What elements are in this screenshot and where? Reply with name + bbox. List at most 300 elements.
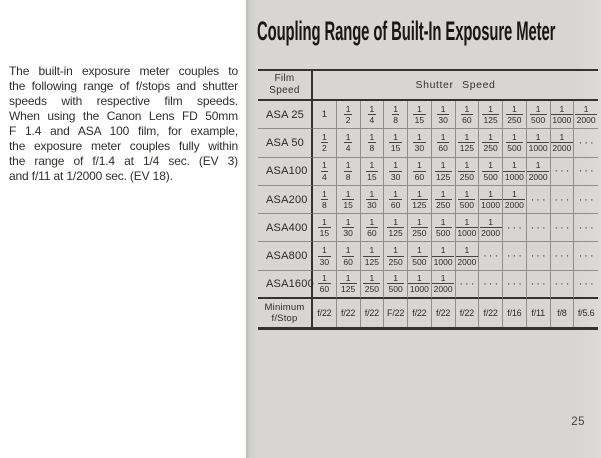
fraction-denominator: 500 (412, 256, 427, 267)
shutter-speed-header: Shutter Speed (313, 71, 598, 101)
film-speed-value: 25 (291, 108, 304, 121)
fraction-numerator: 1 (535, 160, 541, 171)
shutter-speed-cell (479, 158, 503, 186)
fraction-denominator: 60 (390, 200, 401, 211)
fraction-numerator: 1 (369, 160, 375, 171)
fraction-denominator: 125 (436, 171, 451, 182)
fraction-denominator: 8 (369, 143, 375, 154)
shutter-speed-fraction (482, 161, 499, 181)
fraction-numerator: 1 (369, 131, 375, 142)
fraction-denominator: 500 (483, 171, 498, 182)
shutter-speed-fraction (368, 133, 376, 153)
shutter-speed-cell (384, 214, 408, 242)
fraction-denominator: 2000 (576, 115, 596, 126)
fraction-numerator: 1 (488, 188, 493, 199)
shutter-speed-fraction (389, 161, 401, 181)
shutter-speed-fraction (366, 190, 378, 210)
shutter-speed-fraction (458, 133, 475, 153)
fraction-denominator: 30 (319, 256, 330, 267)
shutter-speed-fraction (387, 274, 404, 294)
shutter-speed-cell (361, 129, 385, 157)
fraction-denominator: 2000 (433, 284, 453, 295)
fraction-numerator: 1 (464, 245, 470, 256)
shutter-speed-cell (313, 242, 337, 270)
shutter-speed-fraction (527, 161, 549, 181)
shutter-speed-cell: ··· (527, 186, 551, 214)
shutter-speed-cell (337, 242, 361, 270)
min-fstop-cell: f/22 (432, 299, 456, 327)
shutter-speed-cell: ··· (551, 271, 575, 299)
shutter-speed-fraction (432, 274, 454, 294)
shutter-speed-cell: ··· (479, 271, 503, 299)
fraction-numerator: 1 (488, 103, 493, 114)
fraction-denominator: 4 (322, 171, 327, 182)
film-speed-cell (258, 158, 313, 186)
shutter-speed-cell: ··· (574, 186, 598, 214)
shutter-speed-cell (503, 186, 527, 214)
shutter-speed-cell: ··· (527, 214, 551, 242)
shutter-speed-fraction (503, 161, 525, 181)
film-speed-cell (258, 129, 313, 157)
shutter-speed-fraction (551, 133, 573, 153)
shutter-speed-cell: ··· (574, 242, 598, 270)
fraction-denominator: 15 (367, 171, 377, 182)
shutter-speed-cell (361, 214, 385, 242)
exposure-table (258, 69, 598, 330)
fraction-denominator: 1000 (552, 115, 572, 126)
film-speed-value: 400 (288, 221, 308, 234)
fraction-denominator: 2000 (481, 228, 501, 239)
shutter-speed-cell (479, 101, 503, 129)
fraction-numerator: 1 (488, 160, 493, 171)
intro-paragraph (9, 64, 238, 184)
fraction-numerator: 1 (488, 131, 493, 142)
shutter-speed-cell (527, 158, 551, 186)
fraction-numerator: 1 (464, 131, 470, 142)
shutter-speed-cell: 1 (313, 101, 337, 129)
shutter-speed-cell (361, 186, 385, 214)
shutter-speed-cell (479, 186, 503, 214)
shutter-speed-fraction (389, 190, 401, 210)
fraction-denominator: 15 (390, 143, 401, 154)
fraction-numerator: 1 (345, 245, 351, 256)
film-speed-cell (258, 242, 313, 270)
shutter-speed-cell (408, 242, 432, 270)
paragraph-line: The built-in exposure meter couples to (9, 64, 238, 78)
fraction-denominator: 60 (343, 256, 353, 267)
fraction-numerator: 1 (488, 216, 493, 227)
shutter-speed-cell (432, 186, 456, 214)
shutter-speed-cell: ··· (574, 129, 598, 157)
fraction-numerator: 1 (559, 103, 565, 114)
shutter-speed-cell (384, 158, 408, 186)
film-speed-header-line: Film (274, 73, 295, 84)
min-fstop-cell: F/22 (384, 299, 408, 327)
fraction-denominator: 15 (343, 200, 353, 211)
fraction-denominator: 125 (388, 228, 403, 239)
fraction-numerator: 1 (393, 131, 398, 142)
fraction-denominator: 2000 (552, 143, 572, 154)
shutter-speed-cell: ··· (574, 214, 598, 242)
shutter-speed-cell (361, 158, 385, 186)
shutter-speed-fraction (432, 246, 454, 266)
fraction-numerator: 1 (417, 245, 422, 256)
film-speed-value: 100 (288, 165, 308, 178)
shutter-speed-fraction (480, 190, 502, 210)
fraction-numerator: 1 (322, 245, 327, 256)
film-speed-prefix: ASA (266, 165, 289, 178)
shutter-speed-cell (408, 101, 432, 129)
fraction-numerator: 1 (440, 272, 446, 283)
shutter-speed-cell (432, 242, 456, 270)
fraction-denominator: 125 (341, 284, 356, 295)
fraction-denominator: 60 (319, 284, 330, 295)
shutter-speed-cell (337, 158, 361, 186)
fraction-denominator: 125 (364, 256, 379, 267)
shutter-speed-cell (313, 158, 337, 186)
fraction-denominator: 1000 (433, 256, 453, 267)
shutter-speed-fraction (530, 105, 547, 125)
shutter-speed-fraction (363, 274, 380, 294)
shutter-speed-fraction (482, 133, 499, 153)
shutter-speed-fraction (461, 105, 473, 125)
shutter-speed-fraction (482, 105, 499, 125)
fraction-numerator: 1 (464, 160, 470, 171)
shutter-speed-cell (456, 101, 480, 129)
shutter-speed-fraction (413, 161, 425, 181)
shutter-speed-cell (456, 242, 480, 270)
fraction-numerator: 1 (393, 160, 398, 171)
shutter-speed-cell: ··· (503, 242, 527, 270)
shutter-speed-fraction (366, 218, 378, 238)
fraction-numerator: 1 (369, 272, 375, 283)
shutter-speed-fraction (387, 218, 404, 238)
shutter-speed-fraction (344, 105, 352, 125)
paragraph-line: the exposure meter couples fully within (9, 139, 238, 153)
shutter-speed-cell (313, 271, 337, 299)
fraction-numerator: 1 (369, 188, 375, 199)
fraction-numerator: 1 (322, 272, 327, 283)
fraction-numerator: 1 (440, 103, 446, 114)
shutter-speed-cell: ··· (574, 158, 598, 186)
min-fstop-cell: f/11 (527, 299, 551, 327)
shutter-speed-fraction (456, 246, 478, 266)
fraction-numerator: 1 (345, 103, 351, 114)
fraction-denominator: 1000 (481, 200, 501, 211)
fraction-numerator: 1 (322, 216, 327, 227)
film-speed-header-line: Speed (269, 85, 300, 96)
shutter-speed-fraction (575, 105, 597, 125)
shutter-speed-cell (456, 158, 480, 186)
shutter-speed-cell (384, 129, 408, 157)
film-speed-prefix: ASA (266, 136, 289, 149)
shutter-speed-cell (384, 186, 408, 214)
shutter-speed-fraction (506, 105, 523, 125)
shutter-speed-cell (313, 186, 337, 214)
fraction-denominator: 250 (364, 284, 379, 295)
shutter-speed-fraction (321, 190, 329, 210)
fraction-denominator: 2000 (528, 171, 548, 182)
shutter-speed-cell (551, 129, 575, 157)
fraction-denominator: 500 (436, 228, 451, 239)
fraction-denominator: 250 (483, 143, 498, 154)
fraction-numerator: 1 (417, 272, 422, 283)
shutter-speed-cell (361, 242, 385, 270)
fraction-denominator: 30 (343, 228, 353, 239)
fraction-denominator: 1000 (528, 143, 548, 154)
fraction-numerator: 1 (393, 272, 398, 283)
fraction-numerator: 1 (512, 131, 517, 142)
shutter-speed-fraction (340, 274, 357, 294)
fraction-numerator: 1 (345, 160, 351, 171)
shutter-speed-cell (313, 129, 337, 157)
fraction-denominator: 125 (483, 115, 498, 126)
fraction-denominator: 1000 (457, 228, 477, 239)
shutter-speed-fraction (387, 246, 404, 266)
shutter-speed-fraction (413, 105, 425, 125)
shutter-speed-fraction (363, 246, 380, 266)
shutter-speed-fraction (392, 105, 400, 125)
film-speed-value: 50 (291, 136, 304, 149)
fraction-denominator: 8 (322, 200, 327, 211)
fraction-denominator: 1000 (504, 171, 524, 182)
fraction-denominator: 30 (390, 171, 401, 182)
fraction-numerator: 1 (322, 188, 327, 199)
fraction-denominator: 500 (459, 200, 474, 211)
shutter-speed-fraction (435, 218, 452, 238)
shutter-speed-cell (456, 186, 480, 214)
film-speed-value: 800 (288, 250, 308, 263)
shutter-speed-fraction (342, 218, 354, 238)
shutter-speed-fraction (456, 218, 478, 238)
film-speed-prefix: ASA (266, 221, 289, 234)
fraction-numerator: 1 (345, 272, 351, 283)
shutter-speed-cell (503, 101, 527, 129)
shutter-speed-cell (527, 101, 551, 129)
shutter-speed-cell: ··· (551, 158, 575, 186)
shutter-speed-cell (384, 101, 408, 129)
fraction-denominator: 60 (367, 228, 377, 239)
fraction-numerator: 1 (559, 131, 565, 142)
fraction-numerator: 1 (512, 103, 517, 114)
shutter-speed-fraction (318, 274, 330, 294)
fraction-numerator: 1 (345, 216, 351, 227)
fraction-denominator: 250 (388, 256, 403, 267)
shutter-speed-cell (479, 129, 503, 157)
fraction-numerator: 1 (345, 131, 351, 142)
fraction-denominator: 250 (507, 115, 522, 126)
fraction-numerator: 1 (440, 160, 446, 171)
min-fstop-cell: f/22 (361, 299, 385, 327)
fraction-numerator: 1 (464, 216, 470, 227)
shutter-speed-cell (527, 129, 551, 157)
min-fstop-cell: f/22 (408, 299, 432, 327)
min-fstop-cell: f/22 (479, 299, 503, 327)
scanned-page-panel (246, 0, 601, 458)
film-speed-value: 200 (288, 193, 308, 206)
fraction-numerator: 1 (440, 131, 446, 142)
shutter-speed-fraction (437, 105, 449, 125)
fraction-numerator: 1 (345, 188, 351, 199)
shutter-speed-cell (361, 101, 385, 129)
shutter-speed-fraction (435, 161, 452, 181)
paragraph-line: the following range of f/stops and shutter (9, 79, 238, 93)
shutter-speed-cell (361, 271, 385, 299)
film-speed-cell (258, 101, 313, 129)
shutter-speed-cell: ··· (527, 242, 551, 270)
shutter-speed-cell (384, 242, 408, 270)
shutter-speed-cell (551, 101, 575, 129)
shutter-speed-cell (432, 101, 456, 129)
shutter-speed-fraction (344, 161, 352, 181)
fraction-numerator: 1 (393, 216, 398, 227)
shutter-speed-cell (313, 214, 337, 242)
shutter-speed-cell (337, 271, 361, 299)
fraction-denominator: 125 (412, 200, 427, 211)
fraction-denominator: 2000 (457, 256, 477, 267)
shutter-speed-cell (574, 101, 598, 129)
fraction-numerator: 1 (393, 188, 398, 199)
shutter-speed-cell (456, 129, 480, 157)
fraction-denominator: 15 (319, 228, 330, 239)
shutter-speed-cell: ··· (503, 271, 527, 299)
fraction-numerator: 1 (512, 188, 517, 199)
shutter-speed-cell (432, 158, 456, 186)
page-number: 25 (571, 416, 585, 428)
fraction-numerator: 1 (417, 160, 422, 171)
fraction-denominator: 8 (345, 171, 351, 182)
min-fstop-cell: f/8 (551, 299, 575, 327)
shutter-speed-fraction (389, 133, 401, 153)
shutter-speed-fraction (408, 274, 430, 294)
shutter-speed-cell (503, 158, 527, 186)
fraction-denominator: 500 (507, 143, 522, 154)
shutter-speed-cell: ··· (551, 242, 575, 270)
fraction-numerator: 1 (464, 103, 470, 114)
shutter-speed-fraction (458, 161, 475, 181)
fraction-denominator: 60 (462, 115, 472, 126)
fraction-numerator: 1 (417, 103, 422, 114)
fraction-denominator: 250 (459, 171, 474, 182)
shutter-speed-fraction (551, 105, 573, 125)
shutter-speed-cell (503, 129, 527, 157)
fraction-numerator: 1 (322, 160, 327, 171)
shutter-speed-fraction (366, 161, 378, 181)
paragraph-line: and f/11 at 1/2000 sec. (EV 18). (9, 169, 173, 183)
film-speed-prefix: ASA (266, 193, 289, 206)
fraction-denominator: 30 (414, 143, 425, 154)
min-fstop-cell: f/22 (337, 299, 361, 327)
shutter-speed-cell (384, 271, 408, 299)
shutter-speed-cell: ··· (527, 271, 551, 299)
shutter-speed-fraction (411, 190, 428, 210)
shutter-speed-fraction (368, 105, 376, 125)
fraction-denominator: 500 (388, 284, 403, 295)
shutter-speed-cell (337, 129, 361, 157)
fraction-denominator: 30 (367, 200, 377, 211)
shutter-speed-cell (432, 214, 456, 242)
shutter-speed-fraction (318, 218, 330, 238)
shutter-speed-cell: ··· (479, 242, 503, 270)
fraction-numerator: 1 (393, 245, 398, 256)
fraction-denominator: 250 (436, 200, 451, 211)
min-fstop-cell: f/16 (503, 299, 527, 327)
film-speed-cell (258, 214, 313, 242)
min-fstop-cell: f/22 (456, 299, 480, 327)
film-speed-prefix: ASA (266, 108, 289, 121)
fraction-denominator: 2000 (504, 200, 524, 211)
fraction-denominator: 1000 (409, 284, 429, 295)
fraction-numerator: 1 (417, 216, 422, 227)
min-fstop-label-line: f/Stop (271, 313, 298, 325)
fraction-numerator: 1 (535, 103, 541, 114)
shutter-speed-cell (408, 129, 432, 157)
fraction-numerator: 1 (535, 131, 541, 142)
fraction-denominator: 8 (393, 115, 398, 126)
film-speed-cell (258, 186, 313, 214)
shutter-speed-fraction (342, 190, 354, 210)
shutter-speed-fraction (506, 133, 523, 153)
fraction-numerator: 1 (322, 131, 327, 142)
shutter-speed-cell (479, 214, 503, 242)
shutter-speed-cell (337, 101, 361, 129)
min-fstop-cell: f/5.6 (577, 308, 595, 319)
min-fstop-label (258, 299, 313, 327)
shutter-speed-cell: ··· (456, 271, 480, 299)
fraction-denominator: 60 (414, 171, 425, 182)
shutter-speed-fraction (437, 133, 449, 153)
film-speed-header (258, 71, 313, 101)
fraction-denominator: 15 (414, 115, 425, 126)
fraction-numerator: 1 (512, 160, 517, 171)
fraction-numerator: 1 (583, 103, 589, 114)
fraction-denominator: 4 (369, 115, 375, 126)
paragraph-line: the range of f/1.4 at 1/4 sec. (EV 3) (9, 154, 238, 168)
shutter-speed-cell (432, 129, 456, 157)
shutter-speed-fraction (503, 190, 525, 210)
shutter-speed-fraction (318, 246, 330, 266)
shutter-speed-fraction (344, 133, 352, 153)
shutter-speed-cell: ··· (574, 271, 598, 299)
fraction-numerator: 1 (440, 188, 446, 199)
shutter-speed-fraction (342, 246, 354, 266)
shutter-speed-cell (432, 271, 456, 299)
fraction-numerator: 1 (417, 188, 422, 199)
shutter-speed-cell: ··· (503, 214, 527, 242)
fraction-denominator: 125 (459, 143, 474, 154)
film-speed-label: ASA1600 (266, 277, 314, 290)
fraction-numerator: 1 (440, 216, 446, 227)
shutter-speed-fraction (321, 161, 329, 181)
fraction-numerator: 1 (393, 103, 398, 114)
fraction-denominator: 2 (322, 143, 327, 154)
shutter-speed-fraction (458, 190, 475, 210)
shutter-speed-cell: ··· (551, 214, 575, 242)
fraction-denominator: 4 (345, 143, 351, 154)
fraction-numerator: 1 (369, 216, 375, 227)
shutter-speed-fraction (411, 218, 428, 238)
film-speed-cell (258, 271, 313, 299)
film-speed-prefix: ASA (266, 250, 289, 263)
shutter-speed-fraction (321, 133, 329, 153)
fraction-denominator: 2 (345, 115, 351, 126)
shutter-speed-fraction (435, 190, 452, 210)
shutter-speed-cell (456, 214, 480, 242)
fraction-numerator: 1 (464, 188, 470, 199)
shutter-speed-cell (408, 186, 432, 214)
shutter-speed-cell (408, 271, 432, 299)
shutter-speed-fraction (411, 246, 428, 266)
